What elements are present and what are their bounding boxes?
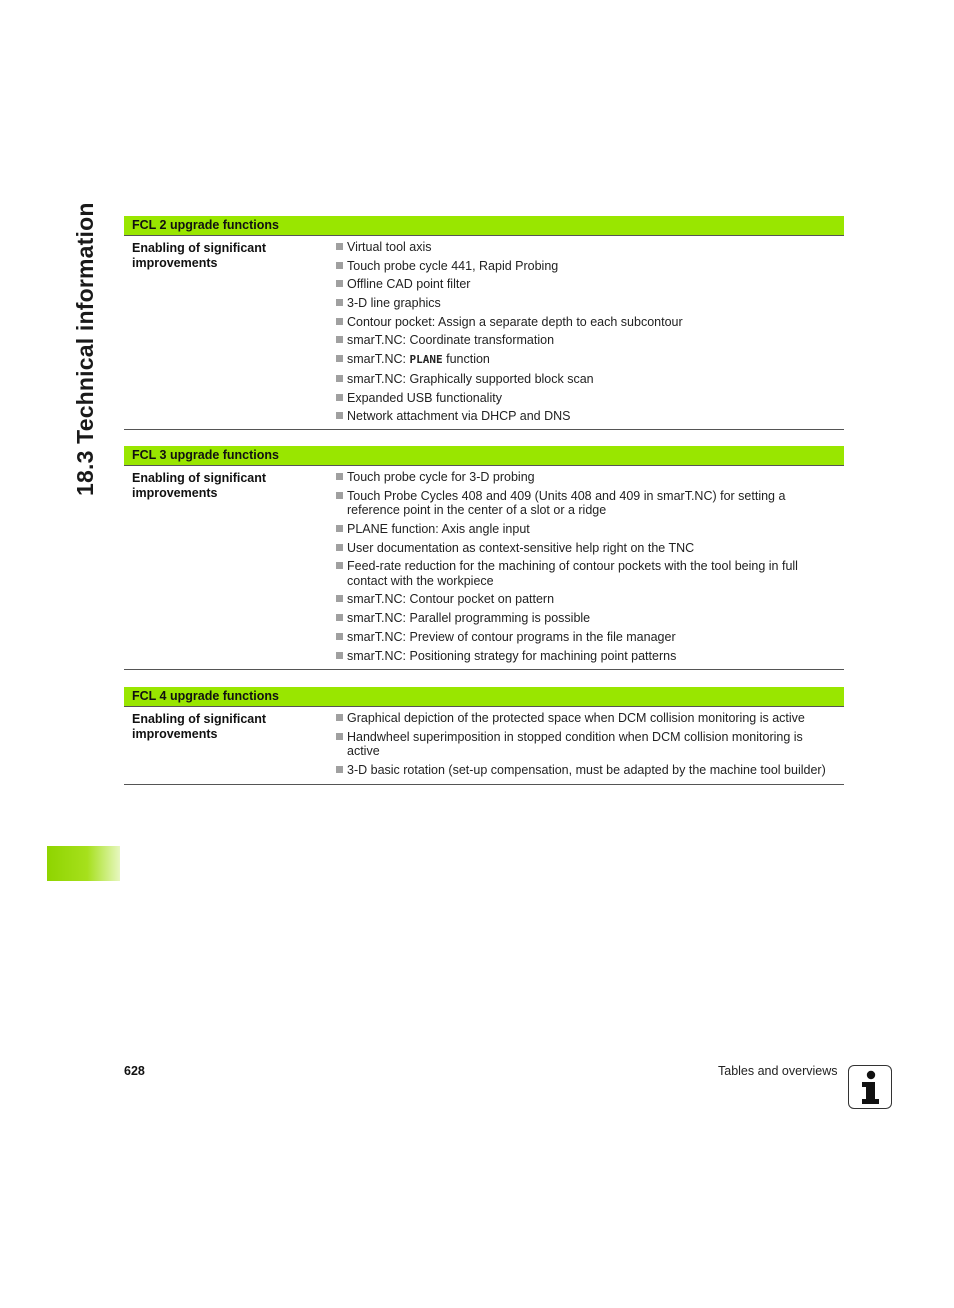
list-item: Touch probe cycle 441, Rapid Probing (336, 259, 836, 274)
plane-code: PLANE (409, 353, 443, 367)
info-icon (848, 1065, 892, 1109)
list-item: Touch probe cycle for 3-D probing (336, 470, 836, 485)
list-item: Virtual tool axis (336, 240, 836, 255)
square-bullet-icon (336, 262, 343, 269)
chapter-title: 18.3 Technical information (72, 202, 98, 496)
feature-list (336, 240, 836, 428)
list-item: Touch Probe Cycles 408 and 409 (Units 408 and 409 in smarT.NC) for setting a reference point in the center of a slot or a ridge (336, 489, 836, 518)
square-bullet-icon (336, 614, 343, 621)
list-item: Handwheel superimposition in stopped condition when DCM collision monitoring is active (336, 730, 836, 759)
square-bullet-icon (336, 473, 343, 480)
fcl3-table (124, 446, 844, 670)
list-item: smarT.NC: Positioning strategy for machining point patterns (336, 649, 836, 664)
row-label: Enabling of significant improvements (132, 712, 267, 741)
square-bullet-icon (336, 525, 343, 532)
square-bullet-icon (336, 492, 343, 499)
list-item: Network attachment via DHCP and DNS (336, 409, 836, 424)
fcl4-table (124, 687, 844, 785)
square-bullet-icon (336, 544, 343, 551)
square-bullet-icon (336, 766, 343, 773)
square-bullet-icon (336, 375, 343, 382)
row-label: Enabling of significant improvements (132, 471, 267, 500)
square-bullet-icon (336, 280, 343, 287)
list-item: smarT.NC: Contour pocket on pattern (336, 592, 836, 607)
square-bullet-icon (336, 562, 343, 569)
square-bullet-icon (336, 633, 343, 640)
table-header: FCL 3 upgrade functions (124, 446, 844, 466)
list-item: smarT.NC: Parallel programming is possible (336, 611, 836, 626)
list-item: smarT.NC: Graphically supported block scan (336, 372, 836, 387)
square-bullet-icon (336, 243, 343, 250)
square-bullet-icon (336, 595, 343, 602)
list-item: PLANE function: Axis angle input (336, 522, 836, 537)
square-bullet-icon (336, 714, 343, 721)
footer-section-title: Tables and overviews (718, 1064, 838, 1078)
row-label: Enabling of significant improvements (132, 241, 267, 270)
list-item: Expanded USB functionality (336, 391, 836, 406)
fcl2-table (124, 216, 844, 430)
square-bullet-icon (336, 299, 343, 306)
list-item: Offline CAD point filter (336, 277, 836, 292)
square-bullet-icon (336, 318, 343, 325)
table-header: FCL 4 upgrade functions (124, 687, 844, 707)
list-item: 3-D line graphics (336, 296, 836, 311)
list-item: smarT.NC: PLANE function (336, 352, 836, 368)
feature-list (336, 470, 836, 667)
feature-list (336, 711, 836, 782)
list-item: User documentation as context-sensitive help right on the TNC (336, 541, 836, 556)
square-bullet-icon (336, 355, 343, 362)
chapter-tab (47, 846, 120, 881)
list-item: Contour pocket: Assign a separate depth to each subcontour (336, 315, 836, 330)
info-glyph (849, 1066, 891, 1108)
square-bullet-icon (336, 652, 343, 659)
square-bullet-icon (336, 394, 343, 401)
square-bullet-icon (336, 336, 343, 343)
table-header: FCL 2 upgrade functions (124, 216, 844, 236)
list-item: Feed-rate reduction for the machining of contour pockets with the tool being in full contact with the workpiece (336, 559, 836, 588)
list-item: Graphical depiction of the protected space when DCM collision monitoring is active (336, 711, 836, 726)
list-item: smarT.NC: Coordinate transformation (336, 333, 836, 348)
page-number: 628 (124, 1064, 145, 1078)
list-item: smarT.NC: Preview of contour programs in the file manager (336, 630, 836, 645)
square-bullet-icon (336, 412, 343, 419)
list-item: 3-D basic rotation (set-up compensation, must be adapted by the machine tool builder) (336, 763, 836, 778)
square-bullet-icon (336, 733, 343, 740)
